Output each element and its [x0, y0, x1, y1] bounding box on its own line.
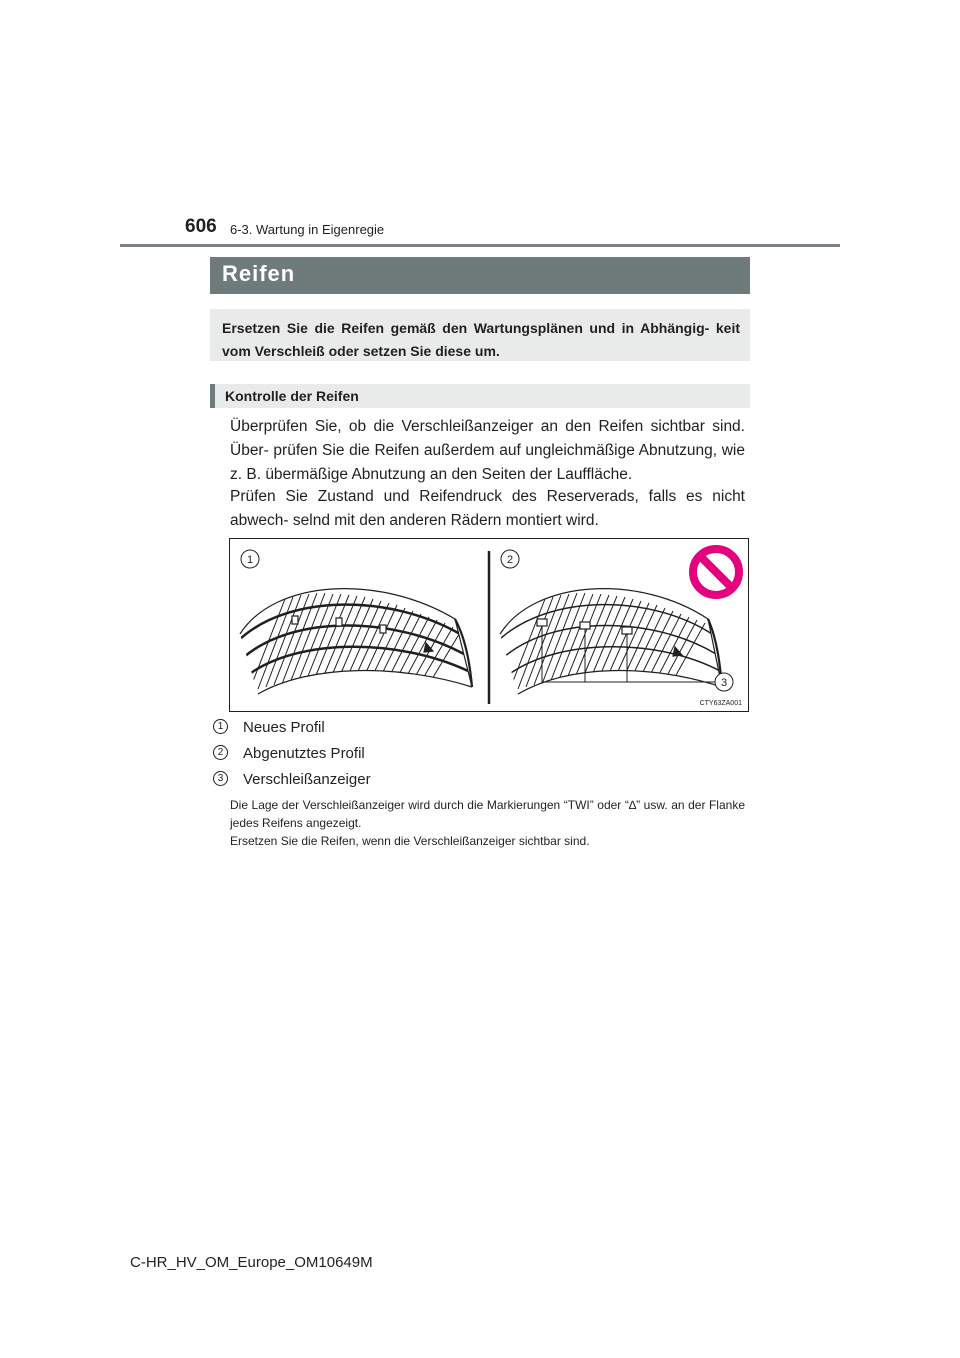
section-label: 6-3. Wartung in Eigenregie: [230, 222, 385, 237]
legend-number-badge: 1: [213, 719, 228, 734]
legend-number-badge: 3: [213, 771, 228, 786]
tire-figure: [229, 538, 749, 712]
footer-doc-id: C-HR_HV_OM_Europe_OM10649M: [130, 1254, 373, 1271]
page-title: Reifen: [222, 261, 296, 286]
intro-box: [210, 309, 750, 361]
prohibited-icon: [693, 549, 739, 595]
subsection-title: Kontrolle der Reifen: [225, 388, 359, 404]
tire-illustration: [230, 539, 748, 711]
legend-text: Neues Profil: [243, 719, 325, 736]
intro-text: Ersetzen Sie die Reifen gemäß den Wartungsplänen und in Abhängig- keit vom Verschleiß oder setzen Sie diese um.: [222, 320, 740, 359]
wear-indicator-note: [230, 796, 745, 850]
paragraph-wear-indicator: Überprüfen Sie, ob die Verschleißanzeiger an den Reifen sichtbar sind. Über- prüfen Sie die Reifen außerdem auf ungleichmäßige Abnutzung, wie z. B. übermäßige Abnutzung an den Seiten der Lauffläche.: [230, 418, 745, 483]
new-tread-tire: [240, 589, 472, 694]
callout-2-label: 2: [506, 554, 514, 566]
page-number: 606: [185, 216, 217, 237]
subsection-header: [210, 384, 750, 408]
legend-number-badge: 2: [213, 745, 228, 760]
legend-text: Abgenutztes Profil: [243, 745, 365, 762]
title-bar: [210, 257, 750, 294]
note-line-replace: Ersetzen Sie die Reifen, wenn die Verschleißanzeiger sichtbar sind.: [230, 834, 590, 848]
paragraph-spare-wheel: Prüfen Sie Zustand und Reifendruck des Reserverads, falls es nicht abwech- selnd mit den anderen Rädern montiert wird.: [230, 488, 745, 529]
legend-text: Verschleißanzeiger: [243, 771, 371, 788]
callout-1-label: 1: [246, 554, 254, 566]
note-line-location: Die Lage der Verschleißanzeiger wird durch die Markierungen “TWI” oder “∆” usw. an der Flanke jedes Reifens angezeigt.: [230, 798, 745, 830]
worn-tread-tire: [500, 589, 722, 694]
figure-code: CTY63ZA001: [699, 700, 742, 707]
callout-3-label: 3: [720, 677, 728, 689]
header-rule: [120, 244, 840, 247]
